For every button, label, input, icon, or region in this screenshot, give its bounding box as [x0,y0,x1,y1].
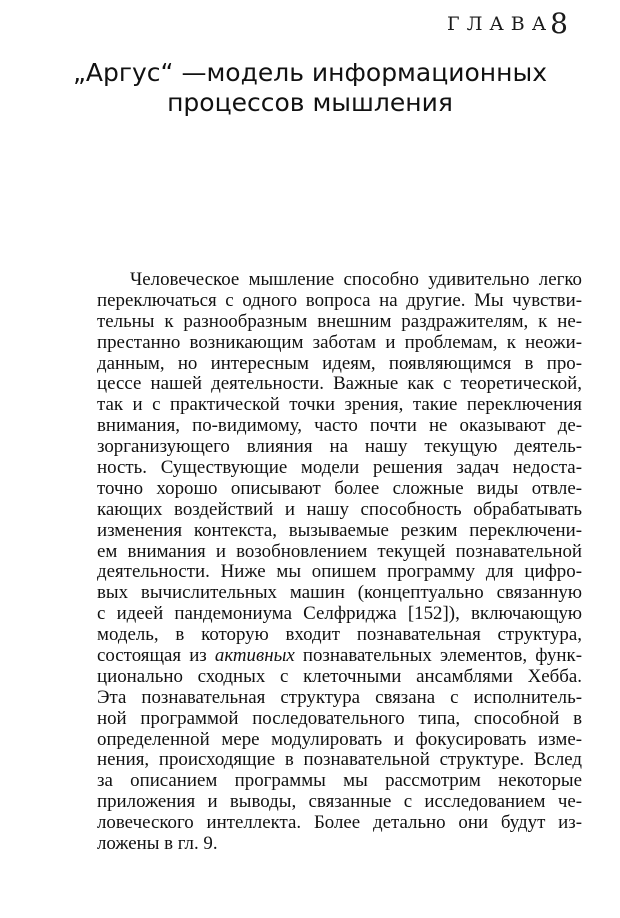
text-line: приложения и выводы, связанные с исследованием че- [97,791,582,813]
chapter-title [0,58,620,118]
text-line: Человеческое мышление способно удивительно легко [130,269,582,290]
text-fragment: состоящая из [97,645,215,667]
text-line: ложены в гл. 9. [97,833,218,855]
text-line-with-italic [97,646,582,667]
text-line: цессе нашей деятельности. Важные как с теоретической, [97,373,582,395]
text-line: определенной мере модулировать и фокусировать изме- [97,728,582,750]
text-line: изменения контекста, вызываемые резким переключени- [97,519,582,541]
text-line: за описанием программы мы рассмотрим некоторые [97,770,582,792]
body-paragraph [97,270,582,855]
text-line: нения, происходящие в познавательной структуре. Вслед [97,749,582,771]
text-line: Эта познавательная структура связана с исполнитель- [97,686,582,708]
chapter-title-line-1: „Аргус“ —модель информационных [72,58,548,87]
text-line: кающих воздействий и нашу способность обрабатывать [97,498,582,520]
text-line: точно хорошо описывают более сложные виды отвле- [97,477,582,499]
text-line: ной программой последовательного типа, способной в [97,707,582,729]
text-line: зорганизующего влияния на нашу текущую деятель- [97,436,582,458]
text-line: ловеческого интеллекта. Более детально они будут из- [97,812,582,834]
text-line: с идеей пандемониума Селфриджа [152]), включающую [97,603,582,625]
chapter-word: ГЛАВА [446,13,554,35]
text-line: внимания, по-видимому, часто почти не оказывают де- [97,415,582,437]
text-fragment: познавательных элементов, функ- [294,645,582,667]
text-line: переключаться с одного вопроса на другие. Мы чувстви- [97,289,582,311]
text-line: престанно возникающим заботам и проблемам, к неожи- [97,331,582,353]
text-line: ность. Существующие модели решения задач недоста- [97,457,582,479]
text-line: деятельности. Ниже мы опишем программу для цифро- [97,561,582,583]
text-line: ем внимания и возобновлением текущей познавательной [97,540,582,562]
text-line: ционально сходных с клеточными ансамблями Хебба. [97,665,582,687]
text-line: модель, в которую входит познавательная структура, [97,624,582,646]
chapter-number: 8 [550,7,568,40]
text-line: так и с практической точки зрения, такие переключения [97,394,582,416]
text-line: данным, но интересным идеям, появляющимся в про- [97,352,582,374]
italic-term: активных [214,645,295,667]
text-line: вых вычислительных машин (концептуально связанную [97,582,582,604]
chapter-title-line-2: процессов мышления [167,88,453,117]
chapter-heading [446,4,568,40]
text-line: тельны к разнообразным внешним раздражителям, к не- [97,310,582,332]
